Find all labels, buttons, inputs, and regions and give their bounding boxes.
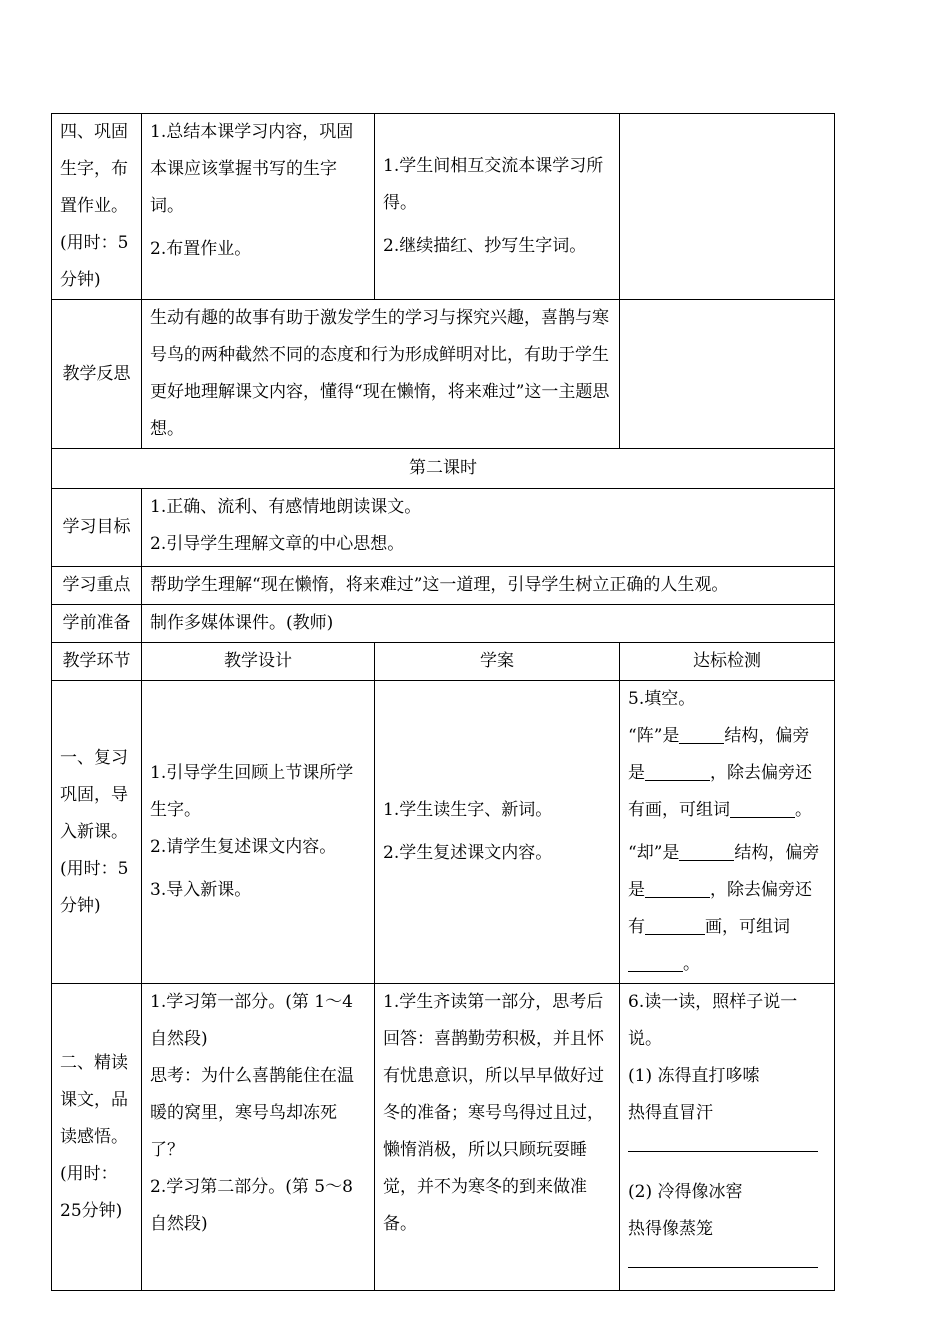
section-title: 第二课时 [52,449,835,489]
answer-blank[interactable] [645,763,710,781]
answer-blank[interactable] [645,880,710,898]
design-item: 1.总结本课学习内容，巩固本课应该掌握书写的生字词。 [150,122,354,216]
header-study: 学案 [375,643,620,681]
design-item: 1.引导学生回顾上节课所学生字。 [150,763,354,820]
reading-row [52,984,835,1291]
lesson-plan-table [51,113,835,1291]
answer-blank[interactable] [679,726,724,744]
design-cell [142,984,375,1291]
reflection-text: 生动有趣的故事有助于激发学生的学习与探究兴趣，喜鹊与寒号鸟的两种截然不同的态度和行为形成鲜明对比，有助于学生更好地理解课文内容，懂得“现在懒惰，将来难过”这一主题思想。 [142,300,620,449]
answer-blank[interactable] [628,954,683,972]
exercise-title: 6.读一读，照样子说一说。 [628,992,798,1049]
prep-text: 制作多媒体课件。(教师) [142,605,835,643]
reflection-label: 教学反思 [52,300,142,449]
answer-line[interactable] [628,1266,818,1268]
study-cell [375,114,620,300]
focus-label: 学习重点 [52,567,142,605]
review-lesson-row [52,681,835,984]
goals-label: 学习目标 [52,489,142,567]
design-item: 2.请学生复述课文内容。 [150,837,337,857]
review-row [52,114,835,300]
section-row [52,449,835,489]
header-stage: 教学环节 [52,643,142,681]
answer-line[interactable] [628,1150,818,1152]
goals-row [52,489,835,567]
goal-item: 1.正确、流利、有感情地朗读课文。 [150,497,422,517]
study-item: 2.继续描红、抄写生字词。 [383,236,587,256]
fill-blank-question: “却”是 结构，偏旁是 ，除去偏旁还有 画，可组词。 [628,843,820,974]
reflection-row [52,300,835,449]
goal-item: 2.引导学生理解文章的中心思想。 [150,534,405,554]
goals-cell [142,489,835,567]
check-cell [620,300,835,449]
study-item: 1.学生间相互交流本课学习所得。 [383,156,604,213]
design-cell [142,681,375,984]
design-item: 1.学习第一部分。(第 1～4 自然段) [150,992,353,1049]
study-cell: 1.学生齐读第一部分，思考后回答：喜鹊勤劳积极，并且怀有忧患意识，所以早早做好过冬的准备；寒号鸟得过且过，懒惰消极，所以只顾玩耍睡觉，并不为寒冬的到来做准备。 [375,984,620,1291]
design-item: 3.导入新课。 [150,880,252,900]
check-cell [620,681,835,984]
example-phrase: (1) 冻得直打哆嗦 [628,1066,760,1086]
study-cell [375,681,620,984]
design-item: 思考：为什么喜鹊能住在温暖的窝里，寒号鸟却冻死了？ [150,1066,354,1160]
header-row [52,643,835,681]
answer-blank[interactable] [679,843,734,861]
design-cell [142,114,375,300]
header-check: 达标检测 [620,643,835,681]
prep-label: 学前准备 [52,605,142,643]
example-phrase: (2) 冷得像冰窖 [628,1182,743,1202]
answer-blank[interactable] [730,800,795,818]
check-cell [620,114,835,300]
focus-row [52,567,835,605]
study-item: 1.学生读生字、新词。 [383,800,553,820]
check-cell [620,984,835,1291]
focus-text: 帮助学生理解“现在懒惰，将来难过”这一道理，引导学生树立正确的人生观。 [142,567,835,605]
prep-row [52,605,835,643]
study-item: 2.学生复述课文内容。 [383,843,553,863]
stage-cell: 一、复习巩固，导入新课。(用时：5分钟) [52,681,142,984]
design-item: 2.学习第二部分。(第 5～8 自然段) [150,1177,353,1234]
stage-cell: 二、精读课文，品读感悟。(用时：25分钟) [52,984,142,1291]
example-phrase: 热得像蒸笼 [628,1219,713,1239]
exercise-title: 5.填空。 [628,689,696,709]
design-item: 2.布置作业。 [150,239,252,259]
stage-cell: 四、巩固生字，布置作业。(用时：5分钟) [52,114,142,300]
header-design: 教学设计 [142,643,375,681]
answer-blank[interactable] [645,917,705,935]
fill-blank-question: “阵”是 结构，偏旁是 ，除去偏旁还有画，可组词 。 [628,726,812,820]
example-phrase: 热得直冒汗 [628,1103,713,1123]
